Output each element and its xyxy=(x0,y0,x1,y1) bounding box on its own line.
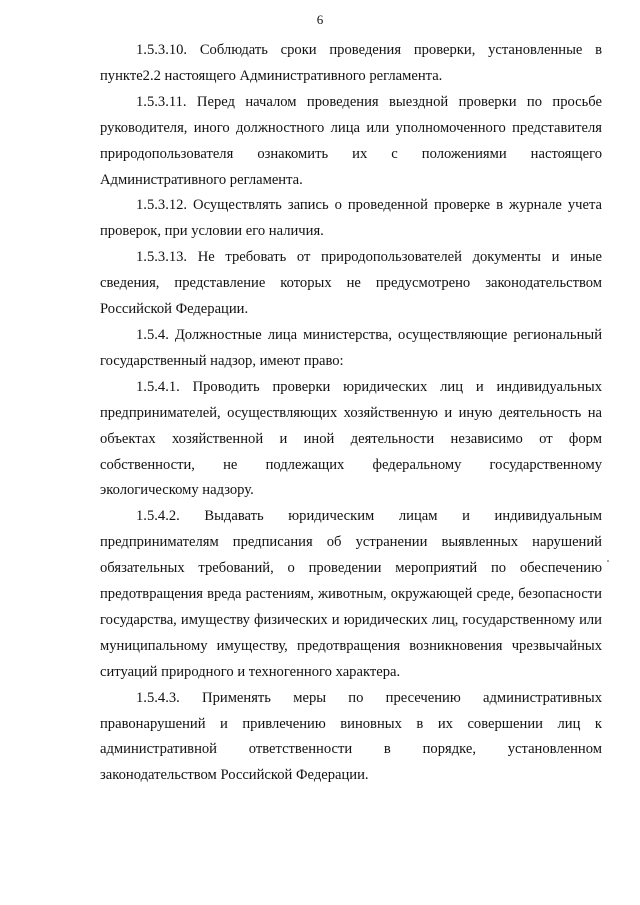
paragraph-1-5-4: 1.5.4. Должностные лица министерства, осуществляющие региональный государственный надзор, имеют право: xyxy=(100,326,602,369)
paragraph-1-5-4-1: 1.5.4.1. Проводить проверки юридических лиц и индивидуальных предпринимателей, осуществляющих хозяйственную и иную деятельность на объектах хозяйственной и иной деятельности независимо от форм собственности, не подлежащих федеральному государственному экологическому надзору. xyxy=(100,378,602,499)
paragraph-1-5-4-2: 1.5.4.2. Выдавать юридическим лицам и индивидуальным предпринимателям предписания об устранении выявленных нарушений обязательных требований, о проведении мероприятий по обеспечению предотвращения вреда растениям, животным, окружающей среде, безопасности государства, имуществу физических и юридических лиц, государственному или муниципальному имуществу, предотвращения возникновения чрезвычайных ситуаций природного и техногенного характера. xyxy=(100,508,602,680)
paragraph-1-5-3-10: 1.5.3.10. Соблюдать сроки проведения проверки, установленные в пункте2.2 настоящего Административного регламента. xyxy=(100,42,602,84)
document-body xyxy=(100,38,602,789)
scan-speck xyxy=(607,560,609,562)
paragraph-1-5-3-13: 1.5.3.13. Не требовать от природопользователей документы и иные сведения, представление которых не предусмотрено законодательством Российской Федерации. xyxy=(100,249,602,318)
paragraph-1-5-4-3: 1.5.4.3. Применять меры по пресечению административных правонарушений и привлечению виновных в их совершении лиц к административной ответственности в порядке, установленном законодательством Российской Федерации. xyxy=(100,689,602,784)
page-number: 6 xyxy=(316,12,324,27)
paragraph-1-5-3-11: 1.5.3.11. Перед началом проведения выездной проверки по просьбе руководителя, иного должностного лица или уполномоченного представителя природопользователя ознакомить их с положениями настоящего Административного регламента. xyxy=(100,93,602,188)
paragraph-1-5-3-12: 1.5.3.12. Осуществлять запись о проведенной проверке в журнале учета проверок, при условии его наличия. xyxy=(100,197,602,240)
